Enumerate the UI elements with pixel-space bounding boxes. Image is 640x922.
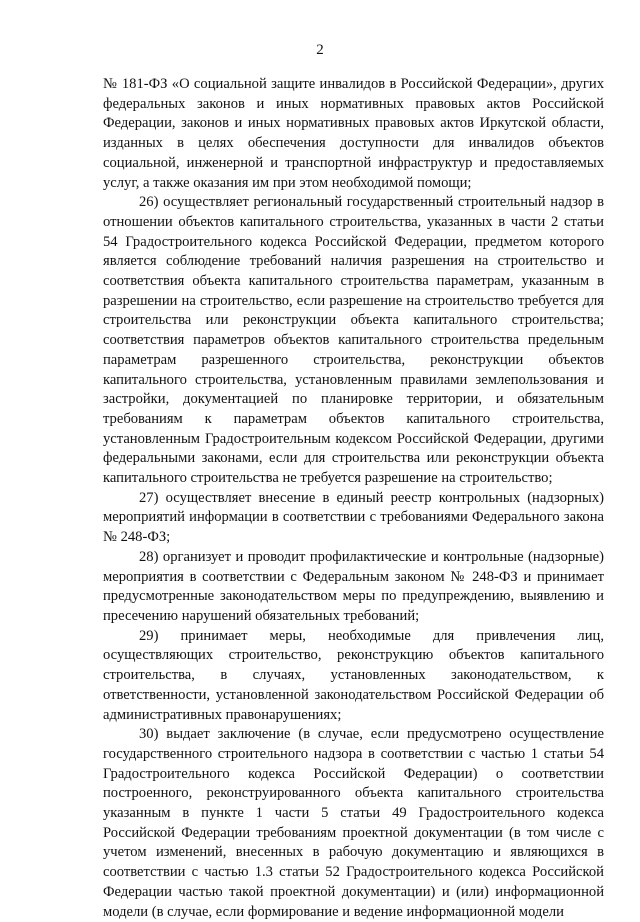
paragraph-item-28: 28) организует и проводит профилактические и контрольные (надзорные) мероприятия в соответствии с Федеральным законом № 248-ФЗ и принимает предусмотренные законодательством меры по предупреждению, выявлению и пресечению нарушений обязательных требований; bbox=[103, 548, 604, 624]
page-number: 2 bbox=[316, 42, 324, 58]
document-body bbox=[103, 75, 604, 922]
paragraph-continuation: № 181-ФЗ «О социальной защите инвалидов в Российской Федерации», других федеральных законов и иных нормативных правовых актов Российской Федерации, законов и иных нормативных правовых актов Иркутской области, изданных в целях обеспечения доступности для инвалидов объектов социальной, инженерной и транспортной инфраструктур и предоставляемых услуг, а также оказания им при этом необходимой помощи; bbox=[103, 76, 604, 191]
paragraph-item-29: 29) принимает меры, необходимые для привлечения лиц, осуществляющих строительство, реконструкцию объектов капитального строительства, в случаях, установленных законодательством, к ответственности, установленной законодательством Российской Федерации об административных правонарушениях; bbox=[103, 627, 604, 723]
paragraph-item-27: 27) осуществляет внесение в единый реестр контрольных (надзорных) мероприятий информации в соответствии с требованиями Федерального закона № 248-ФЗ; bbox=[103, 489, 604, 546]
paragraph-item-30: 30) выдает заключение (в случае, если предусмотрено осуществление государственного строительного надзора в соответствии с частью 1 статьи 54 Градостроительного кодекса Российской Федерации) о соответствии построенного, реконструированного объекта капитального строительства указанным в пункте 1 части 5 статьи 49 Градостроительного кодекса Российской Федерации требованиям проектной документации (в том числе с учетом изменений, внесенных в рабочую документацию и являющихся в соответствии с частью 1.3 статьи 52 Градостроительного кодекса Российской Федерации частью такой проектной документации) и (или) информационной модели (в случае, если формирование и ведение информационной модели bbox=[103, 726, 604, 920]
paragraph-item-26: 26) осуществляет региональный государственный строительный надзор в отношении объектов капитального строительства, указанных в части 2 статьи 54 Градостроительного кодекса Российской Федерации, предметом которого является соблюдение требований наличия разрешения на строительство и соответствия объекта капитального строительства параметрам, указанным в разрешении на строительство, если разрешение на строительство требуется для строительства или реконструкции объекта капитального строительства; соответствия параметров объектов капитального строительства предельным параметрам разрешенного строительства, реконструкции объектов капитального строительства, установленным правилами землепользования и застройки, документацией по планировке территории, и обязательным требованиям к параметрам объектов капитального строительства, установленным Градостроительным кодексом Российской Федерации, другими федеральными законами, если для строительства или реконструкции объекта капитального строительства не требуется разрешение на строительство; bbox=[103, 194, 604, 487]
